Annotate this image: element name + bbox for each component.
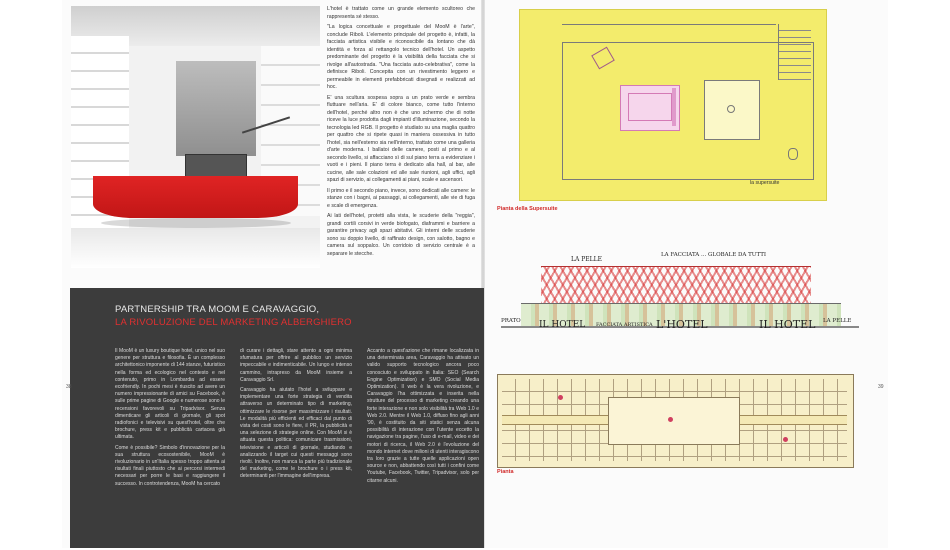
sketch-facade-mesh <box>541 266 811 305</box>
photo-coffee-machine <box>185 154 247 178</box>
plan-marker <box>668 417 673 422</box>
photo-floor <box>71 228 320 268</box>
intro-paragraph: "La logica concettuale e progettuale del MooM è l'arte", conclude Riboli. L'elemento principale del progetto è, infatti, la facciata artistica visibile e riconoscibile da lontano che dà identità e forza al rettangolo tecnico dell'hotel. Un aspetto predominante del progetto è la visibilità della facciata che si rivolge all'autostrada. "Una facciata auto-celebrativa", come la definisce Riboli. Concepita con un rivestimento leggero e permeabile in elementi prefabbricati disegnati e realizzati ad hoc. <box>327 24 475 90</box>
plan-central-hall <box>608 397 740 445</box>
article-paragraph: Caravaggio ha aiutato l'hotel a sviluppare e implementare una forte strategia di vendita attraverso un determinato tipo di marketing, ottimizzare le risorse per massimizzare i risultati. Le modalità più efficienti ed efficaci dal punto di vista dei costi sono le fiere, il PR, la pubblicità e una selezione di strategie online. Con MooM si è attuata questa politica: comunicare trasmissioni, televisione e articoli di giornale, studiando e analizzando il target cui questi messaggi sono rivolti. Inoltre, non manca la parte più tradizionale del marketing, come le brochure o i press kit, determinanti per l'immagine dell'impresa. <box>240 387 352 480</box>
intro-paragraph: Ai lati dell'hotel, protetti alla vista, le scuderie della "reggia", grandi cortili corsivi in verde biofogato, diaframmi e barriere a garantire privacy agli spazi abitativi. Gli interni delle scuderie sono su doppio livello, di raffinato design, con salotto, bagno e camera sul soppalco. Un corridoio di servizio centrale è a separare le stecche. <box>327 213 475 257</box>
hotel-lobby-photo <box>71 6 320 268</box>
sketch-label: FACCIATA ARTISTICA <box>596 322 653 328</box>
supersuite-plan <box>519 9 827 201</box>
supersuite-plan-label: la supersuite <box>750 180 780 186</box>
sketch-label: IL HOTEL <box>539 320 586 330</box>
sketch-label: IL HOTEL <box>759 318 816 331</box>
plan-marker <box>783 437 788 442</box>
photo-back-wall <box>176 61 256 156</box>
plan-bed-sheet <box>628 93 672 121</box>
page-number-left: 38 <box>66 384 72 390</box>
photo-red-counter <box>93 176 298 218</box>
sketch-label: L'HOTEL <box>656 318 708 331</box>
sketch-label: LA FACCIATA ... GLOBALE DA TUTTI <box>661 252 767 258</box>
article-title: PARTNERSHIP TRA MOOM E CARAVAGGIO, <box>115 304 320 315</box>
intro-paragraph: Il primo e il secondo piano, invece, sono dedicati alle camere: le stanze con i bagni, ai passaggi, ai collegamenti, alle vie di fuga e scale di emergenza. <box>327 187 475 209</box>
sketch-label: LA PELLE <box>571 256 602 263</box>
plan-staircase <box>778 24 811 80</box>
plan-marker <box>558 395 563 400</box>
plan-drain <box>727 105 735 113</box>
intro-paragraph: E' una scultura sospesa sopra a un prato verde e sembra fluttuare nell'aria. E' di colore bianco, come tutto l'interno dell'hotel, perché altro non è che uno schermo che di notte riceve la luce prodotta dagli impianti d'illuminazione, secondo la tecnologia led RGB. Il progetto è studiato su una maglia quattro per quattro che si ripete quasi in maniera ossessiva in tutto l'hotel, sia nell'esterno sia nell'interno, trattato come una galleria d'arte moderna. I ballatoi delle camere, posti al primo e al secondo livello, si affacciano sì di sul piano terra a evidenziare i vuoti e i pieni. Il piano terra è dedicato alla hall, al bar, alle cucine, alle sale colazioni ed alle sale riunioni, agli uffici, agli spazi di servizio, ai collegamenti ai piani, scale e ascensori. <box>327 94 475 183</box>
article-paragraph: Il MooM è un luxury boutique hotel, unico nel suo genere per struttura e filosofia. È un complesso architettonico imponente di 144 stanze, futuristico nella forma ed ecologico nel contesto e nel contenuto, primo in Lombardia ad essere ecofriendly. In pochi mesi è riuscito ad avere un numero impressionante di amici su Facebook, è sulle prime pagine di Google e numerose sono le recensioni favorevoli su Tripadvisor. Senza dimenticare gli articoli di giornale, gli spot radiofonici e televisivi su quest'hotel, oltre che brochure, press kit e pubblicità cartacea già ultimata. <box>115 348 225 441</box>
article-paragraph: Come è possibile? Simbolo d'innovazione per la sua struttura ecosostenibile, MooM è rivoluzionario in un'Italia spesso troppo attenta ai risultati finali piuttosto che ai percorsi intermedi necessari per porre le basi e raggiungere il successo. In controtendenza, MooM ha cercato <box>115 444 225 487</box>
article-panel <box>70 288 484 548</box>
floor-plan-caption: Pianta <box>497 469 514 475</box>
plan-wc <box>788 148 798 160</box>
intro-text-column <box>327 6 475 261</box>
article-column-2 <box>240 348 352 484</box>
article-subtitle: LA RIVOLUZIONE DEL MARKETING ALBERGHIERO <box>115 317 352 328</box>
sketch-label: PRATO <box>501 318 521 324</box>
article-paragraph: Accanto a quest'azione che rimane localizzata in una determinata area, Caravaggio ha attivato un valido supporto tecnologico ancora poco conosciuto e sviluppato in Italia: SEO (Search Engine Optimization) e SMO (Social Media Optimization). Il web è la vera rivoluzione, e Caravaggio l'ha ottimizzata e inserita nella strutture del processo di marketing creando una forte interazione e non solo visibilità tra Web 1.0 e Web 2.0. Mentre il Web 1.0, diffuso fino agli anni '90, è costituito da siti statici senza alcuna possibilità di interazione con l'utente eccetto la navigazione tra pagine, l'uso di e-mail, video e dei motori di ricerca, il Web 2.0 è l'evoluzione del mondo internet dove milioni di utenti interagiscono tra loro grazie a tutte quelle applicazioni open source e non, abbattendo così tutti i confini come Youtube, Facebook, Twitter, Tripadvisor, solo per citarne alcuni. <box>367 348 479 484</box>
sketch-label: LA PELLE <box>823 318 852 324</box>
article-column-1 <box>115 348 225 491</box>
facade-sketch <box>501 248 859 348</box>
page-number-right: 39 <box>878 384 884 390</box>
photo-counter-shadow <box>101 218 291 228</box>
supersuite-caption: Pianta della Supersuite <box>497 206 558 212</box>
article-column-3 <box>367 348 479 488</box>
intro-paragraph: L'hotel è trattato come un grande elemento scultoreo che rappresenta sé stesso. <box>327 6 475 20</box>
ground-floor-plan <box>497 374 854 468</box>
plan-bed-pillow <box>672 88 676 126</box>
article-paragraph: di curare i dettagli, stare attento a ogni minima sfumatura per offrire al pubblico un servizio impeccabile e indimenticabile. Un lungo e intenso cammino, intrapreso da MooM insieme a Caravaggio Srl. <box>240 348 352 383</box>
plan-wall <box>562 24 776 43</box>
